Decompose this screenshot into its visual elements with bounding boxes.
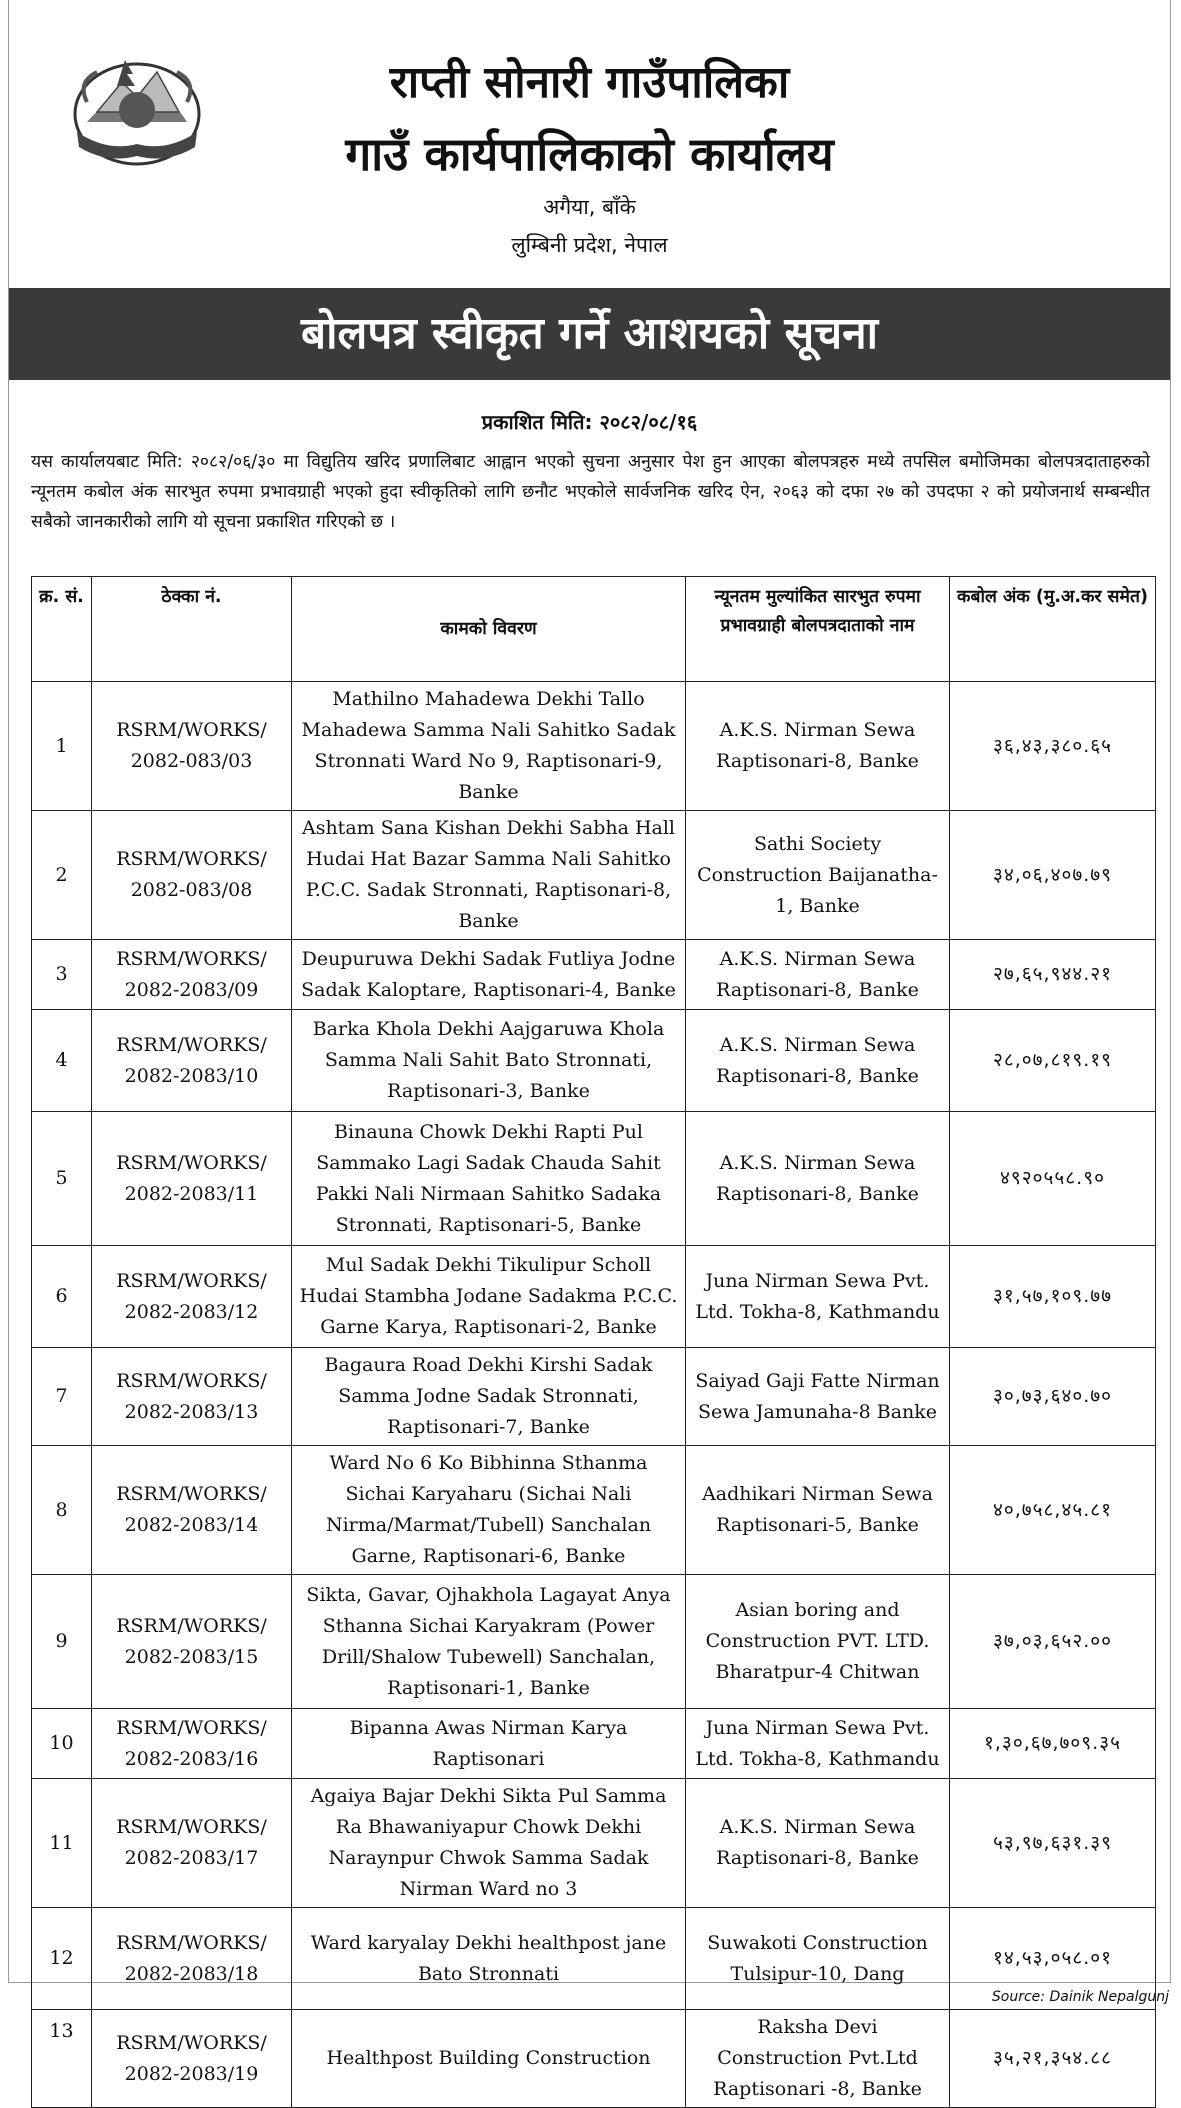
table-row	[32, 682, 1156, 811]
address-line-2: लुम्बिनी प्रदेश, नेपाल	[511, 233, 668, 257]
header-sn: क्र. सं.	[32, 577, 92, 682]
cell-amount: ३५,२१,३५४.८८	[950, 2010, 1156, 2108]
table-row	[32, 1709, 1156, 1779]
published-date: प्रकाशित मिति: २०८२/०८/१६	[481, 410, 698, 434]
cell-amount: ३४,०६,४०७.७९	[950, 811, 1156, 940]
cell-sn: 8	[32, 1446, 92, 1575]
cell-sn: 12	[32, 1908, 92, 2010]
notice-body: यस कार्यालयबाट मिति: २०८२/०६/३० मा विद्युतिय खरिद प्रणालिबाट आह्वान भएको सुचना अनुसार पेश हुन आएका बोलपत्रहरु मध्ये तपसिल बमोजिमका बोलपत्रदाताहरुको न्यूनतम कबोल अंक सारभुत रुपमा प्रभावग्राही भएको हुदा स्वीकृतिको लागि छनौट भएकोले सार्वजनिक खरिद ऐन, २०६३ को दफा २७ को उपदफा २ को प्रयोजनार्थ सम्बन्धीत सबैको जानकारीको लागि यो सूचना प्रकाशित गरिएको छ ।	[31, 452, 1150, 532]
cell-bidder: Aadhikari Nirman Sewa Raptisonari-5, Banke	[686, 1446, 950, 1575]
cell-amount: ३७,०३,६५२.००	[950, 1575, 1156, 1709]
header-bidder: न्यूनतम मुल्यांकित सारभुत रुपमा प्रभावग्राही बोलपत्रदाताको नाम	[686, 577, 950, 682]
bid-table	[31, 576, 1156, 2108]
cell-sn: 5	[32, 1112, 92, 1246]
cell-contract-no: RSRM/WORKS/ 2082-2083/14	[92, 1446, 292, 1575]
cell-description: Bipanna Awas Nirman Karya Raptisonari	[292, 1709, 686, 1779]
cell-contract-no: RSRM/WORKS/ 2082-2083/13	[92, 1348, 292, 1446]
cell-contract-no: RSRM/WORKS/ 2082-083/03	[92, 682, 292, 811]
cell-amount: २८,०७,८१९.१९	[950, 1010, 1156, 1112]
cell-description: Barka Khola Dekhi Aajgaruwa Khola Samma Nali Sahit Bato Stronnati, Raptisonari-3, Banke	[292, 1010, 686, 1112]
cell-contract-no: RSRM/WORKS/ 2082-2083/10	[92, 1010, 292, 1112]
table-row	[32, 811, 1156, 940]
cell-bidder: A.K.S. Nirman Sewa Raptisonari-8, Banke	[686, 1112, 950, 1246]
cell-sn: 3	[32, 940, 92, 1010]
cell-description: Deupuruwa Dekhi Sadak Futliya Jodne Sadak Kaloptare, Raptisonari-4, Banke	[292, 940, 686, 1010]
table-row	[32, 1908, 1156, 2010]
cell-contract-no: RSRM/WORKS/ 2082-2083/15	[92, 1575, 292, 1709]
cell-description: Mul Sadak Dekhi Tikulipur Scholl Hudai Stambha Jodane Sadakma P.C.C. Garne Karya, Raptisonari-2, Banke	[292, 1246, 686, 1348]
cell-contract-no: RSRM/WORKS/ 2082-2083/17	[92, 1779, 292, 1908]
cell-amount: १४,५३,०५८.०१	[950, 1908, 1156, 2010]
cell-sn: 10	[32, 1709, 92, 1779]
cell-bidder: Juna Nirman Sewa Pvt. Ltd. Tokha-8, Kathmandu	[686, 1709, 950, 1779]
cell-contract-no: RSRM/WORKS/ 2082-2083/19	[92, 2010, 292, 2108]
cell-bidder: A.K.S. Nirman Sewa Raptisonari-8, Banke	[686, 1010, 950, 1112]
cell-amount: २७,६५,९४४.२१	[950, 940, 1156, 1010]
cell-description: Agaiya Bajar Dekhi Sikta Pul Samma Ra Bhawaniyapur Chowk Dekhi Naraynpur Chwok Samma Sadak Nirman Ward no 3	[292, 1779, 686, 1908]
table-row	[32, 1575, 1156, 1709]
cell-bidder: Saiyad Gaji Fatte Nirman Sewa Jamunaha-8 Banke	[686, 1348, 950, 1446]
cell-description: Ashtam Sana Kishan Dekhi Sabha Hall Hudai Hat Bazar Samma Nali Sahitko P.C.C. Sadak Stronnati, Raptisonari-8, Banke	[292, 811, 686, 940]
table-row	[32, 1112, 1156, 1246]
cell-sn: 1	[32, 682, 92, 811]
cell-sn: 6	[32, 1246, 92, 1348]
cell-sn: 4	[32, 1010, 92, 1112]
table-row	[32, 1779, 1156, 1908]
cell-description: Binauna Chowk Dekhi Rapti Pul Sammako Lagi Sadak Chauda Sahit Pakki Nali Nirmaan Sahitko Sadaka Stronnati, Raptisonari-5, Banke	[292, 1112, 686, 1246]
cell-amount: ५३,९७,६३१.३९	[950, 1779, 1156, 1908]
cell-bidder: Asian boring and Construction PVT. LTD. Bharatpur-4 Chitwan	[686, 1575, 950, 1709]
cell-description: Ward No 6 Ko Bibhinna Sthanma Sichai Karyaharu (Sichai Nali Nirma/Marmat/Tubell) Sanchalan Garne, Raptisonari-6, Banke	[292, 1446, 686, 1575]
letterhead	[9, 0, 1170, 285]
table-row	[32, 1446, 1156, 1575]
table-row	[32, 1348, 1156, 1446]
table-row	[32, 2010, 1156, 2108]
cell-amount: १,३०,६७,७०९.३५	[950, 1709, 1156, 1779]
cell-bidder: A.K.S. Nirman Sewa Raptisonari-8, Banke	[686, 940, 950, 1010]
cell-description: Ward karyalay Dekhi healthpost jane Bato Stronnati	[292, 1908, 686, 2010]
cell-sn: 11	[32, 1779, 92, 1908]
cell-contract-no: RSRM/WORKS/ 2082-2083/11	[92, 1112, 292, 1246]
cell-bidder: Juna Nirman Sewa Pvt. Ltd. Tokha-8, Kathmandu	[686, 1246, 950, 1348]
cell-contract-no: RSRM/WORKS/ 2082-2083/09	[92, 940, 292, 1010]
cell-sn: 13	[32, 2010, 92, 2108]
address-line-1: अगैया, बाँके	[543, 195, 636, 219]
table-header-row	[32, 577, 1156, 682]
table-row	[32, 1246, 1156, 1348]
table-row	[32, 1010, 1156, 1112]
cell-contract-no: RSRM/WORKS/ 2082-2083/16	[92, 1709, 292, 1779]
cell-bidder: Suwakoti Construction Tulsipur-10, Dang	[686, 1908, 950, 2010]
cell-description: Bagaura Road Dekhi Kirshi Sadak Samma Jodne Sadak Stronnati, Raptisonari-7, Banke	[292, 1348, 686, 1446]
cell-description: Healthpost Building Construction	[292, 2010, 686, 2108]
cell-amount: ४०,७५८,४५.८१	[950, 1446, 1156, 1575]
table-row	[32, 940, 1156, 1010]
cell-contract-no: RSRM/WORKS/ 2082-2083/18	[92, 1908, 292, 2010]
header-description: कामको विवरण	[292, 577, 686, 682]
cell-bidder: Sathi Society Construction Baijanatha-1, Banke	[686, 811, 950, 940]
cell-description: Mathilno Mahadewa Dekhi Tallo Mahadewa Samma Nali Sahitko Sadak Stronnati Ward No 9, Raptisonari-9, Banke	[292, 682, 686, 811]
cell-description: Sikta, Gavar, Ojhakhola Lagayat Anya Sthanna Sichai Karyakram (Power Drill/Shalow Tubewell) Sanchalan, Raptisonari-1, Banke	[292, 1575, 686, 1709]
cell-amount: ३६,४३,३८०.६५	[950, 682, 1156, 811]
cell-amount: ३१,५७,१०९.७७	[950, 1246, 1156, 1348]
cell-sn: 7	[32, 1348, 92, 1446]
cell-amount: ४९२०५५८.९०	[950, 1112, 1156, 1246]
cell-sn: 2	[32, 811, 92, 940]
source-credit: Source: Dainik Nepalgunj	[991, 1989, 1169, 2005]
cell-contract-no: RSRM/WORKS/ 2082-083/08	[92, 811, 292, 940]
cell-amount: ३०,७३,६४०.७०	[950, 1348, 1156, 1446]
notice-title: बोलपत्र स्वीकृत गर्ने आशयको सूचना	[9, 288, 1170, 380]
municipality-name: राप्ती सोनारी गाउँपालिका	[389, 57, 790, 108]
cell-bidder: A.K.S. Nirman Sewa Raptisonari-8, Banke	[686, 1779, 950, 1908]
office-name: गाउँ कार्यपालिकाको कार्यालय	[345, 127, 834, 181]
header-amount: कबोल अंक (मु.अ.कर समेत)	[950, 577, 1156, 682]
cell-sn: 9	[32, 1575, 92, 1709]
cell-bidder: A.K.S. Nirman Sewa Raptisonari-8, Banke	[686, 682, 950, 811]
header-contract-no: ठेक्का नं.	[92, 577, 292, 682]
cell-bidder: Raksha Devi Construction Pvt.Ltd Raptisonari -8, Banke	[686, 2010, 950, 2108]
cell-contract-no: RSRM/WORKS/ 2082-2083/12	[92, 1246, 292, 1348]
